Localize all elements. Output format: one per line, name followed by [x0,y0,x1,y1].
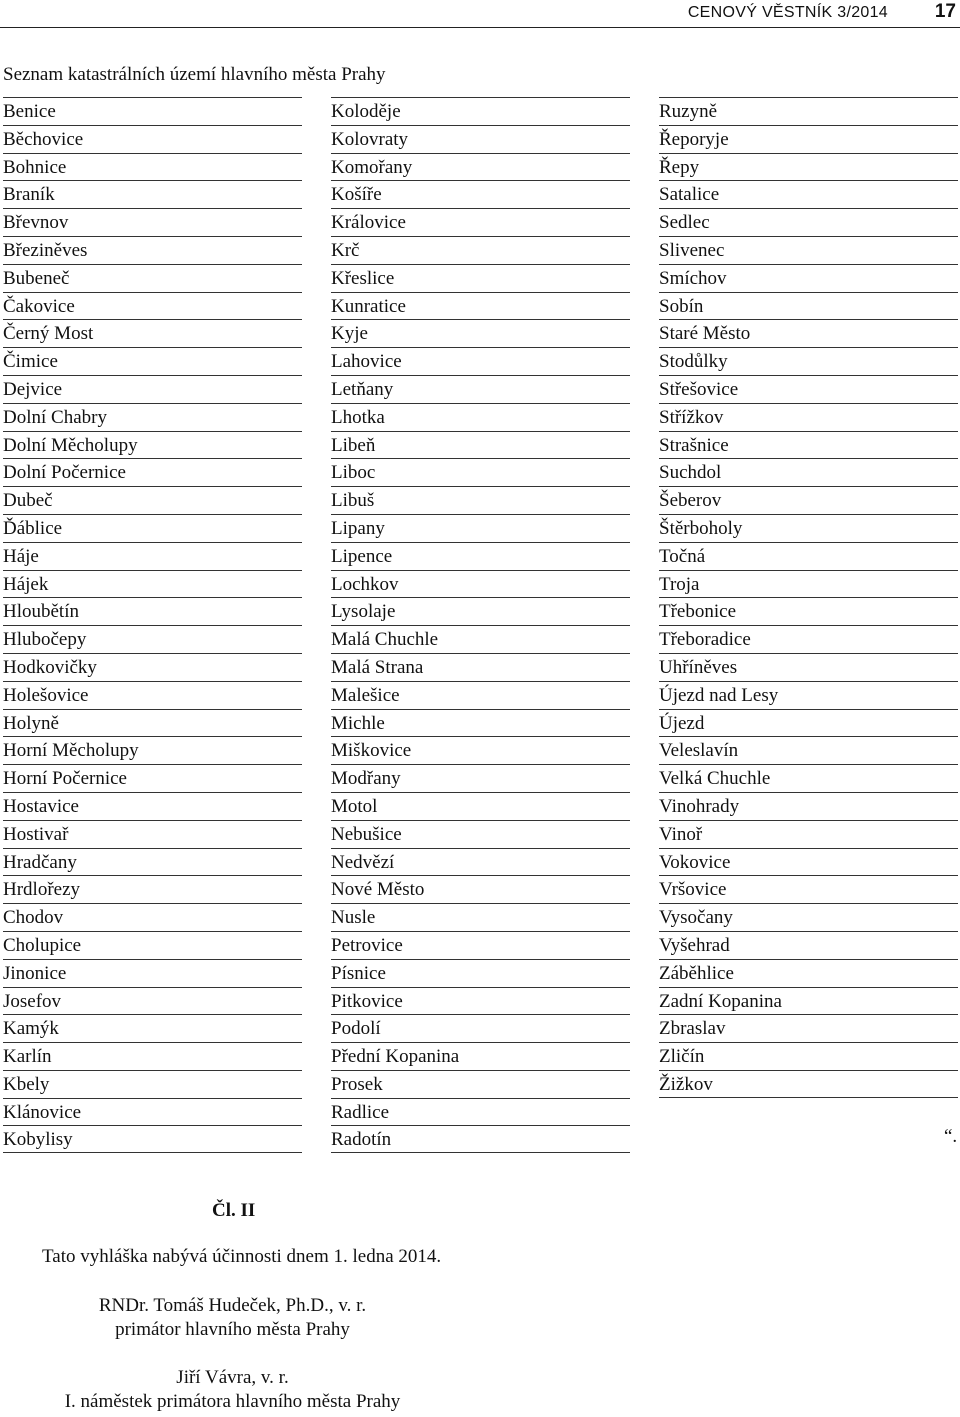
cadastral-list-item: Malešice [331,681,630,709]
cadastral-list-item: Zličín [659,1042,958,1070]
cadastral-list-item: Ďáblice [3,514,302,542]
cadastral-list-item: Veleslavín [659,736,958,764]
cadastral-list-item: Smíchov [659,264,958,292]
cadastral-list-item: Malá Strana [331,653,630,681]
cadastral-list-item: Vinohrady [659,792,958,820]
cadastral-list-item: Čakovice [3,292,302,320]
cadastral-list-item: Chodov [3,903,302,931]
signature-block-deputy [30,1366,435,1414]
cadastral-list-item: Prosek [331,1070,630,1098]
cadastral-list-item: Benice [3,97,302,125]
cadastral-list-item: Nové Město [331,875,630,903]
cadastral-list-item: Dejvice [3,375,302,403]
cadastral-list-item: Košíře [331,180,630,208]
cadastral-list-item: Strašnice [659,431,958,459]
cadastral-list-item: Krč [331,236,630,264]
cadastral-list-item: Koloděje [331,97,630,125]
cadastral-list-item: Libeň [331,431,630,459]
cadastral-list-item: Třeboradice [659,625,958,653]
cadastral-list-item: Březiněves [3,236,302,264]
cadastral-list-item: Hlubočepy [3,625,302,653]
cadastral-list-item: Vršovice [659,875,958,903]
cadastral-list-item: Střížkov [659,403,958,431]
cadastral-list-item: Střešovice [659,375,958,403]
cadastral-list-item: Křeslice [331,264,630,292]
cadastral-list-item: Hájek [3,570,302,598]
cadastral-list-item: Bubeneč [3,264,302,292]
cadastral-list-item: Štěrboholy [659,514,958,542]
article-heading: Čl. II [212,1200,256,1221]
cadastral-list-item: Klánovice [3,1098,302,1126]
cadastral-list-item: Modřany [331,764,630,792]
cadastral-list-item: Horní Počernice [3,764,302,792]
signatory-name: Jiří Vávra, v. r. [176,1367,289,1388]
cadastral-list-item: Miškovice [331,736,630,764]
cadastral-list-item: Malá Chuchle [331,625,630,653]
cadastral-list-item: Dolní Počernice [3,458,302,486]
cadastral-list-item: Pitkovice [331,987,630,1015]
page-number: 17 [934,1,956,22]
cadastral-list-item: Dubeč [3,486,302,514]
cadastral-list-item: Běchovice [3,125,302,153]
cadastral-list-item: Vinoř [659,820,958,848]
cadastral-list-item: Písnice [331,959,630,987]
cadastral-list-item: Zbraslav [659,1014,958,1042]
cadastral-list-item: Lipany [331,514,630,542]
cadastral-list-item: Břevnov [3,208,302,236]
cadastral-list-item: Radotín [331,1125,630,1153]
cadastral-list-item: Karlín [3,1042,302,1070]
cadastral-list-item: Staré Město [659,319,958,347]
cadastral-list-item: Kyje [331,319,630,347]
cadastral-list-item: Dolní Chabry [3,403,302,431]
cadastral-list-item: Řepy [659,153,958,181]
cadastral-list-item: Satalice [659,180,958,208]
cadastral-list-item: Kamýk [3,1014,302,1042]
list-title: Seznam katastrálních území hlavního města Prahy [3,64,386,85]
header-divider [0,27,960,28]
cadastral-list-item: Kobylisy [3,1125,302,1153]
cadastral-list-item: Újezd nad Lesy [659,681,958,709]
cadastral-list-item: Háje [3,542,302,570]
cadastral-list-item: Bohnice [3,153,302,181]
cadastral-list-item: Holyně [3,709,302,737]
cadastral-list-item: Radlice [331,1098,630,1126]
cadastral-list-item: Hrdlořezy [3,875,302,903]
cadastral-list-item: Hloubětín [3,597,302,625]
cadastral-list-item: Nebušice [331,820,630,848]
cadastral-list-item: Lochkov [331,570,630,598]
cadastral-list-item: Nedvězí [331,848,630,876]
cadastral-list-item: Vyšehrad [659,931,958,959]
cadastral-list-item: Šeberov [659,486,958,514]
cadastral-list-item: Přední Kopanina [331,1042,630,1070]
cadastral-list-item: Liboc [331,458,630,486]
journal-title: CENOVÝ VĚSTNÍK 3/2014 [687,4,888,21]
cadastral-list-item: Petrovice [331,931,630,959]
cadastral-list-item: Čimice [3,347,302,375]
cadastral-list-item: Hodkovičky [3,653,302,681]
cadastral-list-item: Slivenec [659,236,958,264]
cadastral-list-item: Sobín [659,292,958,320]
cadastral-list-item: Uhříněves [659,653,958,681]
cadastral-list-item: Kolovraty [331,125,630,153]
cadastral-list-item: Vysočany [659,903,958,931]
page-header [0,0,960,28]
cadastral-column-3 [659,97,958,1098]
cadastral-list-item: Hostavice [3,792,302,820]
cadastral-list-item: Černý Most [3,319,302,347]
cadastral-list-item: Podolí [331,1014,630,1042]
cadastral-list-item: Lipence [331,542,630,570]
cadastral-list-item: Troja [659,570,958,598]
cadastral-column-1 [3,97,302,1153]
cadastral-list-item: Lahovice [331,347,630,375]
cadastral-list-item: Jinonice [3,959,302,987]
cadastral-list-item: Sedlec [659,208,958,236]
cadastral-list-item: Újezd [659,709,958,737]
cadastral-list-item: Lhotka [331,403,630,431]
cadastral-list-item: Stodůlky [659,347,958,375]
cadastral-column-2 [331,97,630,1153]
cadastral-list-item: Královice [331,208,630,236]
cadastral-list-item: Záběhlice [659,959,958,987]
cadastral-list-item: Ruzyně [659,97,958,125]
cadastral-list-item: Vokovice [659,848,958,876]
cadastral-list-item: Hradčany [3,848,302,876]
cadastral-list-item: Motol [331,792,630,820]
cadastral-list-item: Michle [331,709,630,737]
effective-date-text: Tato vyhláška nabývá účinnosti dnem 1. ledna 2014. [42,1246,442,1267]
cadastral-list-item: Lysolaje [331,597,630,625]
cadastral-list-item: Kbely [3,1070,302,1098]
cadastral-list-item: Kunratice [331,292,630,320]
cadastral-list-item: Komořany [331,153,630,181]
cadastral-list-item: Velká Chuchle [659,764,958,792]
cadastral-list-item: Holešovice [3,681,302,709]
signature-block-mayor [60,1294,405,1342]
signatory-name: RNDr. Tomáš Hudeček, Ph.D., v. r. [98,1295,367,1316]
signatory-role: I. náměstek primátora hlavního města Prahy [64,1391,401,1412]
cadastral-list-item: Josefov [3,987,302,1015]
cadastral-list-item: Točná [659,542,958,570]
cadastral-list-item: Zadní Kopanina [659,987,958,1015]
cadastral-list-item: Řeporyje [659,125,958,153]
cadastral-list-item: Třebonice [659,597,958,625]
cadastral-list-item: Nusle [331,903,630,931]
cadastral-list-item: Žižkov [659,1070,958,1098]
cadastral-list-item: Horní Měcholupy [3,736,302,764]
cadastral-list-item: Cholupice [3,931,302,959]
cadastral-list-item: Hostivař [3,820,302,848]
cadastral-list-item: Letňany [331,375,630,403]
cadastral-list-item: Braník [3,180,302,208]
cadastral-list-item: Suchdol [659,458,958,486]
signatory-role: primátor hlavního města Prahy [115,1319,350,1340]
cadastral-list-item: Dolní Měcholupy [3,431,302,459]
closing-quote: “. [944,1126,958,1147]
cadastral-list-item: Libuš [331,486,630,514]
